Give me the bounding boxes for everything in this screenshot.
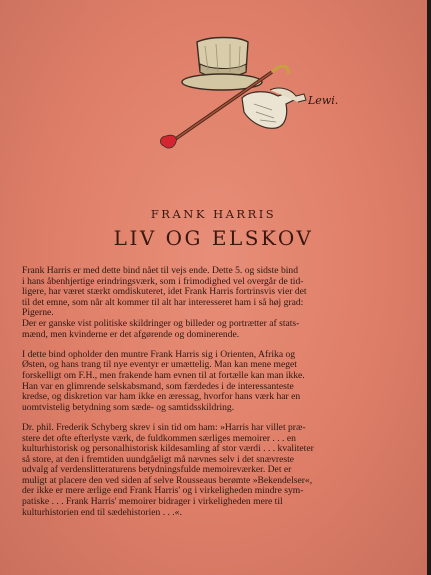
text-line: i hans åbenhjertige erindringsværk, som i frimodighed vel overgår de tid- (22, 275, 304, 287)
text-line: muligt at placere den ved siden af selve Rousseaus berømte »Bekendelser«, (22, 474, 313, 486)
text-line: der ikke er mere ærlige end Frank Harris' og i virkeligheden mindre sym- (22, 485, 304, 497)
text-line: Frank Harris er med dette bind nået til vejs ende. Dette 5. og sidste bind (22, 265, 299, 276)
text-line: Pigerne. (22, 307, 54, 319)
text-line: I dette bind opholder den muntre Frank Harris sig i Orienten, Afrika og (22, 348, 296, 360)
blurb-text (22, 266, 410, 528)
text-line: Han var en glimrende selskabsmand, som færdedes i de interessanteste (22, 380, 294, 392)
paragraph-3 (22, 423, 410, 518)
book-title: LIV OG ELSKOV (113, 226, 314, 250)
text-line: Østen, og hans trang til nye eventyr er umættelig. Man kan mene meget (22, 359, 297, 371)
text-line: uomtvistelig betydning som sæde- og samtidsskildring. (22, 401, 235, 413)
text-line: kredse, og diskretion var ham ikke en æressag, hvorfor hans værk har en (22, 391, 301, 403)
artist-signature: Lewi. (308, 94, 339, 107)
text-line: kulturhistorien end til sædehistorien . . .«. (22, 506, 182, 518)
text-line: Dr. phil. Frederik Schyberg skrev i sin tid om ham: »Harris har villet præ- (22, 421, 306, 433)
text-line: stere det ofte efterlyste værk, de fuldkommen særliges memoirer . . . en (22, 432, 296, 444)
text-line: så store, at den i fremtiden uundgåeligt må nævnes selv i det snævreste (22, 453, 295, 465)
text-line: ligere, har været stærkt omdiskuteret, idet Frank Harris fortrinsvis vier det (22, 286, 307, 298)
text-line: kulturhistorisk og personalhistorisk kildesamling af stor værdi . . . kvaliteter (22, 443, 314, 455)
top-hat-icon (182, 38, 262, 91)
gloves-icon (242, 88, 306, 128)
paragraph-2 (22, 350, 410, 414)
text-line: Der er ganske vist politiske skildringer og billeder og portrætter af stats- (22, 317, 300, 329)
author-name: FRANK HARRIS (150, 207, 277, 221)
text-line: mænd, men kvinderne er det afgørende og dominerende. (22, 328, 240, 340)
text-line: til det emne, som når alt kommer til alt har interesseret ham i så høj grad: (22, 296, 304, 308)
text-line: forskelligt om F.H., men frakende ham evnen til at fortælle kan man ikke. (22, 369, 305, 381)
text-line: udvalg af verdenslitteraturens betydningsfulde memoireværker. Det er (22, 464, 292, 476)
book-edge (427, 0, 431, 575)
hat-and-cane-illustration (150, 30, 390, 155)
text-line: patiske . . . Frank Harris' memoirer bidrager i virkeligheden mere til (22, 496, 283, 508)
paragraph-1 (22, 266, 410, 340)
